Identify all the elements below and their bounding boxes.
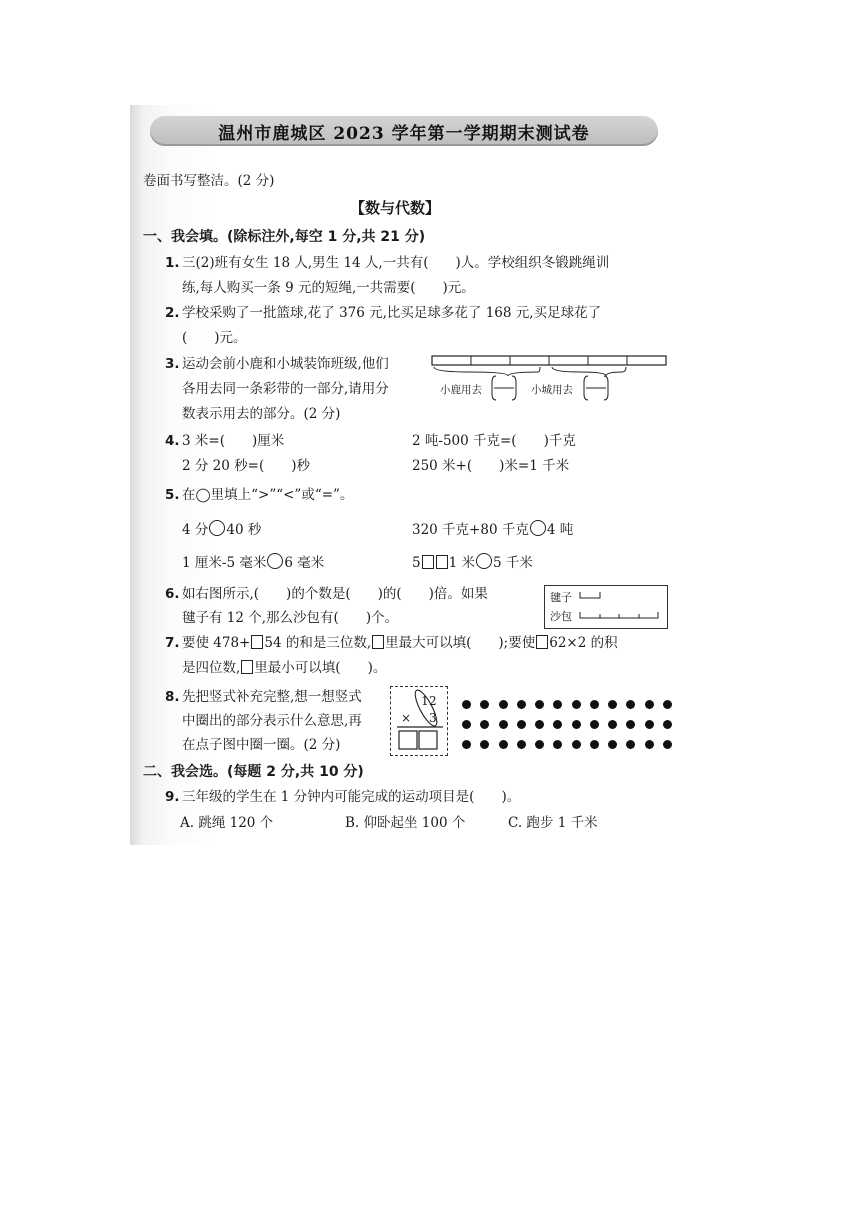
blank-square[interactable]	[536, 635, 548, 649]
bar-segments	[578, 588, 664, 626]
dot-row	[462, 734, 672, 754]
part1-heading: 一、我会填。(除标注外,每空 1 分,共 21 分)	[143, 229, 426, 245]
q8-number: 8.	[165, 689, 180, 705]
q4-b: 2 吨-500 千克=( )千克	[412, 433, 576, 449]
dot	[645, 700, 654, 709]
fraction-blanks	[490, 374, 620, 404]
q9-option-c[interactable]: C. 跑步 1 千米	[508, 815, 598, 831]
q8-line1: 先把竖式补充完整,想一想竖式	[182, 689, 362, 705]
dot	[462, 740, 471, 749]
q6-line1: 如右图所示,( )的个数是( )的( )倍。如果	[182, 586, 488, 602]
dot	[462, 700, 471, 709]
q3-number: 3.	[165, 356, 180, 372]
dot	[590, 740, 599, 749]
dot	[626, 740, 635, 749]
dot-row	[462, 714, 672, 734]
dot	[462, 720, 471, 729]
dot	[535, 700, 544, 709]
blank-square[interactable]	[241, 660, 253, 674]
q2-line1: 学校采购了一批篮球,花了 376 元,比买足球多花了 168 元,买足球花了	[182, 305, 602, 321]
dot	[535, 720, 544, 729]
compare-circle[interactable]	[209, 520, 225, 536]
q7-line2: 是四位数, 里最小可以填( )。	[182, 660, 387, 676]
q9-number: 9.	[165, 789, 180, 805]
q9-option-b[interactable]: B. 仰卧起坐 100 个	[345, 815, 466, 831]
dot	[572, 700, 581, 709]
dot	[517, 720, 526, 729]
q7-line1: 要使 478+ 54 的和是三位数, 里最大可以填( );要使 62×2 的积	[182, 635, 618, 651]
label-jianzi: 毽子	[550, 591, 572, 604]
blank-square[interactable]	[251, 635, 263, 649]
dot	[663, 700, 672, 709]
q3-line2: 各用去同一条彩带的一部分,请用分	[182, 381, 389, 397]
q5-c: 1 厘米-5 毫米 6 毫米	[182, 555, 325, 571]
compare-circle[interactable]	[267, 553, 283, 569]
page-title: 温州市鹿城区 2023 学年第一学期期末测试卷	[218, 123, 590, 144]
dot	[480, 720, 489, 729]
dot	[572, 720, 581, 729]
dot	[499, 740, 508, 749]
section-title: 【数与代数】	[350, 199, 441, 217]
dot	[663, 740, 672, 749]
dot	[553, 700, 562, 709]
q8-line2: 中圈出的部分表示什么意思,再	[182, 713, 362, 729]
q6-line2: 毽子有 12 个,那么沙包有( )个。	[182, 610, 399, 626]
dot	[572, 740, 581, 749]
q9-option-a[interactable]: A. 跳绳 120 个	[180, 815, 274, 831]
dot-grid[interactable]	[462, 694, 672, 754]
q4-number: 4.	[165, 433, 180, 449]
dot	[499, 700, 508, 709]
q1-line2: 练,每人购买一条 9 元的短绳,一共需要( )元。	[182, 280, 475, 296]
q2-line2: ( )元。	[182, 330, 247, 346]
dot	[480, 740, 489, 749]
blank-square[interactable]	[436, 555, 448, 569]
q4-d: 250 米+( )米=1 千米	[412, 458, 570, 474]
q4-c: 2 分 20 秒=( )秒	[182, 458, 310, 474]
dot	[553, 740, 562, 749]
label-shabao: 沙包	[550, 610, 572, 623]
q5-b: 320 千克+80 千克 4 吨	[412, 522, 574, 538]
q1-number: 1.	[165, 255, 180, 271]
q5-a: 4 分 40 秒	[182, 522, 262, 538]
q7-number: 7.	[165, 635, 180, 651]
q5-prompt: 在◯里填上“>”“<”或“=”。	[182, 487, 354, 503]
dot	[535, 740, 544, 749]
dot	[499, 720, 508, 729]
dot	[590, 720, 599, 729]
q9-prompt: 三年级的学生在 1 分钟内可能完成的运动项目是( )。	[182, 789, 521, 805]
dot	[626, 720, 635, 729]
title-banner	[150, 116, 658, 146]
dot-row	[462, 694, 672, 714]
ribbon-label-xiaolu: 小鹿用去	[440, 384, 482, 396]
vertical-multiplication: 1 2 × 3	[390, 686, 448, 756]
blank-square[interactable]	[372, 635, 384, 649]
q5-number: 5.	[165, 487, 180, 503]
dot	[645, 720, 654, 729]
dot	[480, 700, 489, 709]
q4-a: 3 米=( )厘米	[182, 433, 285, 449]
ribbon-label-xiaocheng: 小城用去	[531, 384, 573, 396]
q6-number: 6.	[165, 586, 180, 602]
circled-part-oval	[391, 687, 447, 755]
dot	[608, 700, 617, 709]
q1-line1: 三(2)班有女生 18 人,男生 14 人,一共有( )人。学校组织冬锻跳绳训	[182, 255, 610, 271]
dot	[608, 720, 617, 729]
q3-line1: 运动会前小鹿和小城装饰班级,他们	[182, 356, 389, 372]
dot	[663, 720, 672, 729]
dot	[626, 700, 635, 709]
dot	[608, 740, 617, 749]
q8-line3: 在点子图中圈一圈。(2 分)	[182, 737, 341, 753]
dot	[517, 740, 526, 749]
dot	[590, 700, 599, 709]
q2-number: 2.	[165, 305, 180, 321]
dot	[645, 740, 654, 749]
neatness-note: 卷面书写整洁。(2 分)	[143, 173, 275, 189]
dot	[517, 700, 526, 709]
part2-heading: 二、我会选。(每题 2 分,共 10 分)	[143, 764, 364, 780]
dot	[553, 720, 562, 729]
compare-circle[interactable]	[530, 520, 546, 536]
blank-square[interactable]	[422, 555, 434, 569]
q5-d: 5 1 米 5 千米	[412, 555, 533, 571]
q3-line3: 数表示用去的部分。(2 分)	[182, 406, 341, 422]
compare-circle[interactable]	[476, 553, 492, 569]
